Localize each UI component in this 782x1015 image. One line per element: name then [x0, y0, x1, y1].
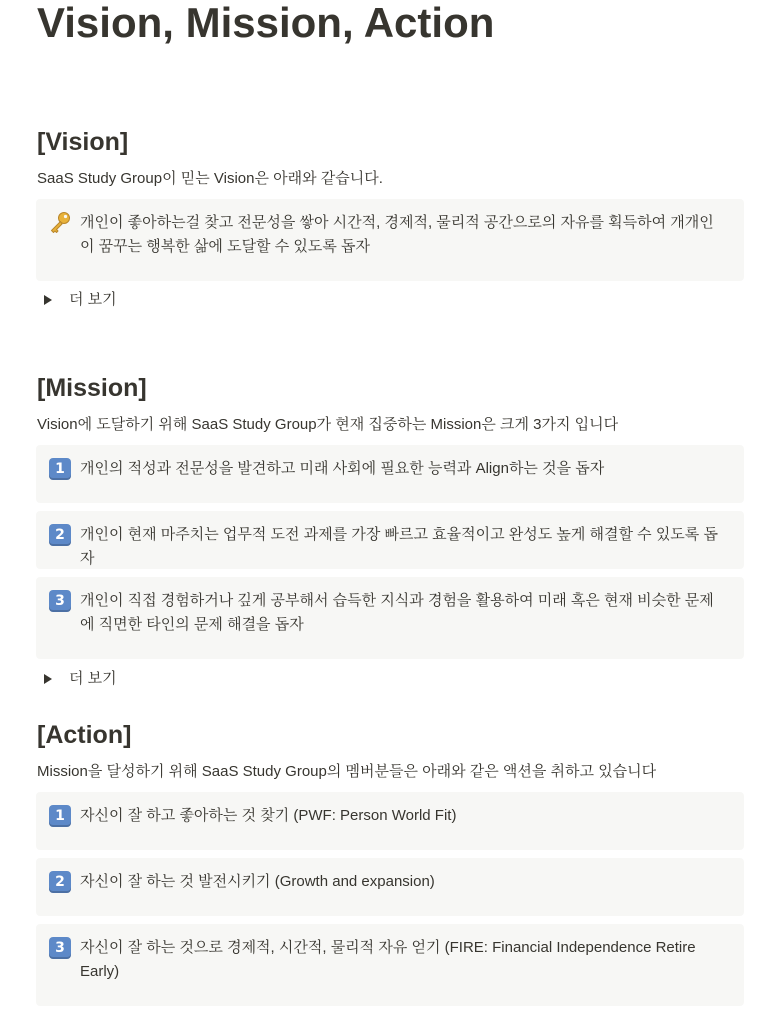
triangle-right-icon — [44, 674, 52, 684]
mission-callout-2 — [36, 511, 744, 569]
mission-item-text: 개인이 현재 마주치는 업무적 도전 과제를 가장 빠르고 효율적이고 완성도 높게 해결할 수 있도록 돕자 — [80, 526, 718, 567]
page-title: Vision, Mission, Action — [37, 0, 495, 46]
vision-more-label: 더 보기 — [69, 291, 117, 308]
keycap-1-icon: 1 — [48, 804, 72, 828]
vision-more-toggle[interactable] — [40, 288, 117, 312]
keycap-2-icon: 2 — [48, 870, 72, 894]
mission-callout-3 — [36, 577, 744, 659]
vision-intro: SaaS Study Group이 믿는 Vision은 아래와 같습니다. — [37, 170, 383, 187]
mission-item-text: 개인의 적성과 전문성을 발견하고 미래 사회에 필요한 능력과 Align하는 것을 돕자 — [80, 460, 605, 477]
vision-heading: [Vision] — [37, 128, 129, 156]
mission-item-text: 개인이 직접 경험하거나 깊게 공부해서 습득한 지식과 경험을 활용하여 미래 혹은 현재 비슷한 문제에 직면한 타인의 문제 해결을 돕자 — [80, 592, 714, 633]
action-intro: Mission을 달성하기 위해 SaaS Study Group의 멤버분들은 아래와 같은 액션을 취하고 있습니다 — [37, 763, 657, 780]
keycap-2-icon: 2 — [48, 523, 72, 547]
mission-more-label: 더 보기 — [69, 670, 117, 687]
keycap-1-icon: 1 — [48, 457, 72, 481]
keycap-3-icon: 3 — [48, 936, 72, 960]
action-heading: [Action] — [37, 721, 132, 749]
mission-more-toggle[interactable] — [40, 667, 117, 691]
key-icon — [48, 211, 72, 235]
action-item-text: 자신이 잘 하는 것 발전시키기 (Growth and expansion) — [80, 873, 435, 890]
triangle-right-icon — [44, 295, 52, 305]
action-callout-3 — [36, 924, 744, 1006]
mission-callout-1 — [36, 445, 744, 503]
mission-heading: [Mission] — [37, 374, 147, 402]
vision-callout-text: 개인이 좋아하는걸 찾고 전문성을 쌓아 시간적, 경제적, 물리적 공간으로의 자유를 획득하여 개개인이 꿈꾸는 행복한 삶에 도달할 수 있도록 돕자 — [80, 214, 714, 255]
vision-callout — [36, 199, 744, 281]
mission-intro: Vision에 도달하기 위해 SaaS Study Group가 현재 집중하는 Mission은 크게 3가지 입니다 — [37, 416, 619, 433]
keycap-3-icon: 3 — [48, 589, 72, 613]
action-callout-2 — [36, 858, 744, 916]
action-item-text: 자신이 잘 하는 것으로 경제적, 시간적, 물리적 자유 얻기 (FIRE: Financial Independence Retire Early) — [80, 939, 696, 980]
action-item-text: 자신이 잘 하고 좋아하는 것 찾기 (PWF: Person World Fit) — [80, 807, 457, 824]
action-callout-1 — [36, 792, 744, 850]
